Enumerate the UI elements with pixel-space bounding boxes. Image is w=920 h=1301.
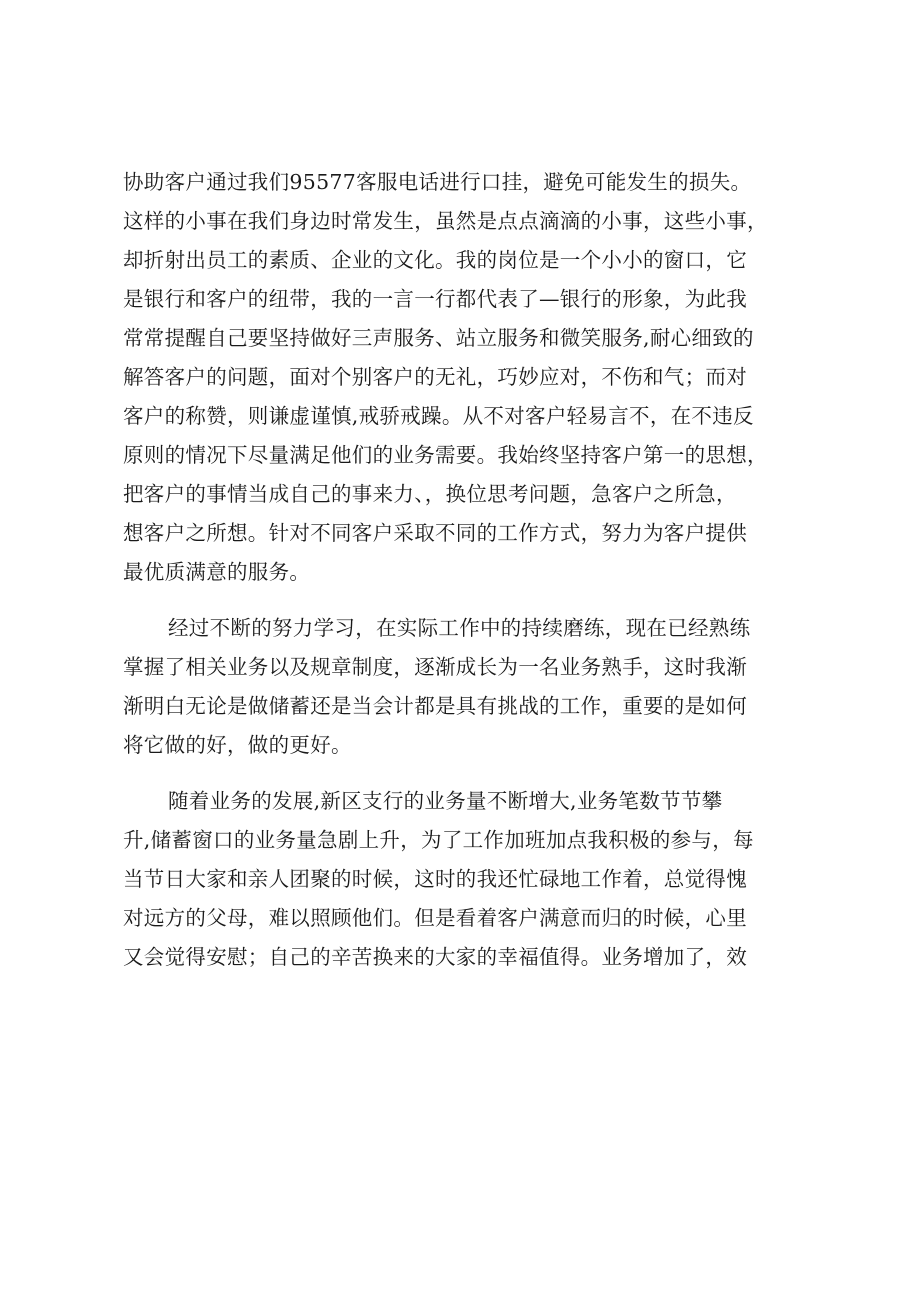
paragraph-gap: [123, 592, 823, 609]
paragraph-2: [123, 609, 823, 765]
text-line: 最优质满意的服务。: [123, 560, 311, 584]
text-line: 随着业务的发展,新区支行的业务量不断增大,业务笔数节节攀: [168, 789, 723, 813]
text-line: 经过不断的努力学习，在实际工作中的持续磨练，现在已经熟练: [168, 616, 751, 640]
text-line: 将它做的好，做的更好。: [123, 733, 352, 757]
text-line: 掌握了相关业务以及规章制度，逐渐成长为一名业务熟手，这时我渐: [123, 655, 747, 679]
text-line: 是银行和客户的纽带，我的一言一行都代表了—银行的形象，为此我: [123, 287, 747, 311]
text-line: 原则的情况下尽量满足他们的业务需要。我始终坚持客户第一的思想，: [123, 443, 768, 467]
text-line: 当节日大家和亲人团聚的时候，这时的我还忙碌地工作着，总觉得愧: [123, 867, 747, 891]
text-line: 客户的称赞，则谦虚谨慎,戒骄戒躁。从不对客户轻易言不，在不违反: [123, 404, 754, 428]
text-line: 升,储蓄窗口的业务量急剧上升，为了工作加班加点我积极的参与，每: [123, 828, 754, 852]
text-line: 对远方的父母，难以照顾他们。但是看着客户满意而归的时候，心里: [123, 906, 747, 930]
paragraph-3: [123, 782, 823, 977]
text-line: 又会觉得安慰；自己的辛苦换来的大家的幸福值得。业务增加了，效: [123, 945, 747, 969]
text-line: 把客户的事情当成自己的事来力、，换位思考问题，急客户之所急，: [123, 482, 737, 506]
text-line: 却折射出员工的素质、企业的文化。我的岗位是一个小小的窗口，它: [123, 248, 747, 272]
text-line: 这样的小事在我们身边时常发生，虽然是点点滴滴的小事，这些小事，: [123, 209, 768, 233]
paragraph-1: [123, 163, 823, 592]
text-line: 渐明白无论是做储蓄还是当会计都是具有挑战的工作，重要的是如何: [123, 694, 747, 718]
document-body: [123, 163, 823, 977]
text-line: 常常提醒自己要坚持做好三声服务、站立服务和微笑服务,耐心细致的: [123, 326, 754, 350]
text-line: 解答客户的问题，面对个别客户的无礼，巧妙应对，不伤和气；而对: [123, 365, 747, 389]
text-line: 想客户之所想。针对不同客户采取不同的工作方式，努力为客户提供: [123, 521, 747, 545]
paragraph-gap: [123, 765, 823, 782]
text-line: 协助客户通过我们95577客服电话进行口挂，避免可能发生的损失。: [123, 170, 752, 194]
